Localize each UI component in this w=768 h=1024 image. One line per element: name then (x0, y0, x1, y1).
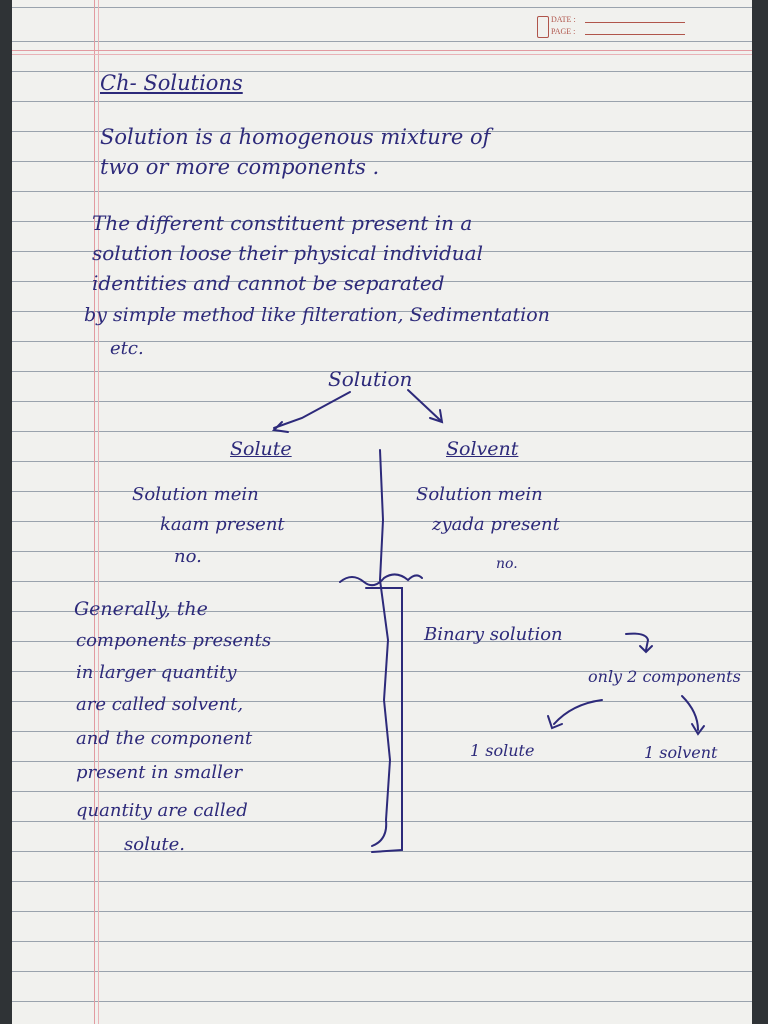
solute-desc-1: Solution mein (132, 484, 259, 505)
branch-to-solvent (408, 390, 440, 420)
generally-line-6: present in smaller (76, 762, 243, 783)
generally-line-5: and the component (76, 728, 253, 749)
definition-line-2: two or more components . (100, 155, 380, 179)
paragraph-line-2: solution loose their physical individual (92, 241, 483, 265)
paragraph-line-3: identities and cannot be separated (92, 271, 445, 295)
arrow-to-solvent (682, 696, 698, 730)
paragraph-line-1: The different constituent present in a (92, 211, 473, 235)
date-label: DATE : (551, 15, 576, 24)
page-label: PAGE : (551, 27, 576, 36)
solute-heading: Solute (230, 438, 292, 460)
notebook-page (12, 0, 752, 1024)
solvent-desc-1: Solution mein (416, 484, 543, 505)
generally-line-2: components presents (76, 630, 272, 651)
solvent-heading: Solvent (446, 438, 519, 460)
branch-to-solute (274, 392, 350, 428)
paragraph-line-5: etc. (110, 338, 144, 359)
handwritten-strokes (12, 0, 752, 1024)
binary-arrow (626, 634, 648, 650)
generally-line-4: are called solvent, (76, 694, 244, 715)
solvent-desc-2: zyada present (432, 514, 560, 535)
solute-desc-2: kaam present (160, 514, 285, 535)
solute-desc-3: no. (174, 546, 202, 567)
two-components-label: only 2 components (588, 667, 741, 686)
definition-line-1: Solution is a homogenous mixture of (100, 125, 491, 149)
generally-line-3: in larger quantity (76, 662, 237, 683)
bracket-line (366, 588, 402, 852)
divider-line (372, 450, 390, 846)
generally-line-7: quantity are called (76, 800, 248, 821)
one-solute-label: 1 solute (470, 741, 535, 760)
tree-root-label: Solution (328, 367, 413, 391)
binary-solution-label: Binary solution (424, 624, 563, 645)
arrow-to-solute (554, 700, 602, 724)
one-solvent-label: 1 solvent (644, 743, 718, 762)
generally-line-1: Generally, the (74, 598, 208, 620)
solvent-desc-3: no. (496, 556, 518, 572)
paragraph-line-4: by simple method like filteration, Sedimentation (84, 304, 550, 326)
generally-line-8: solute. (124, 834, 186, 855)
chapter-title: Ch- Solutions (100, 71, 243, 95)
